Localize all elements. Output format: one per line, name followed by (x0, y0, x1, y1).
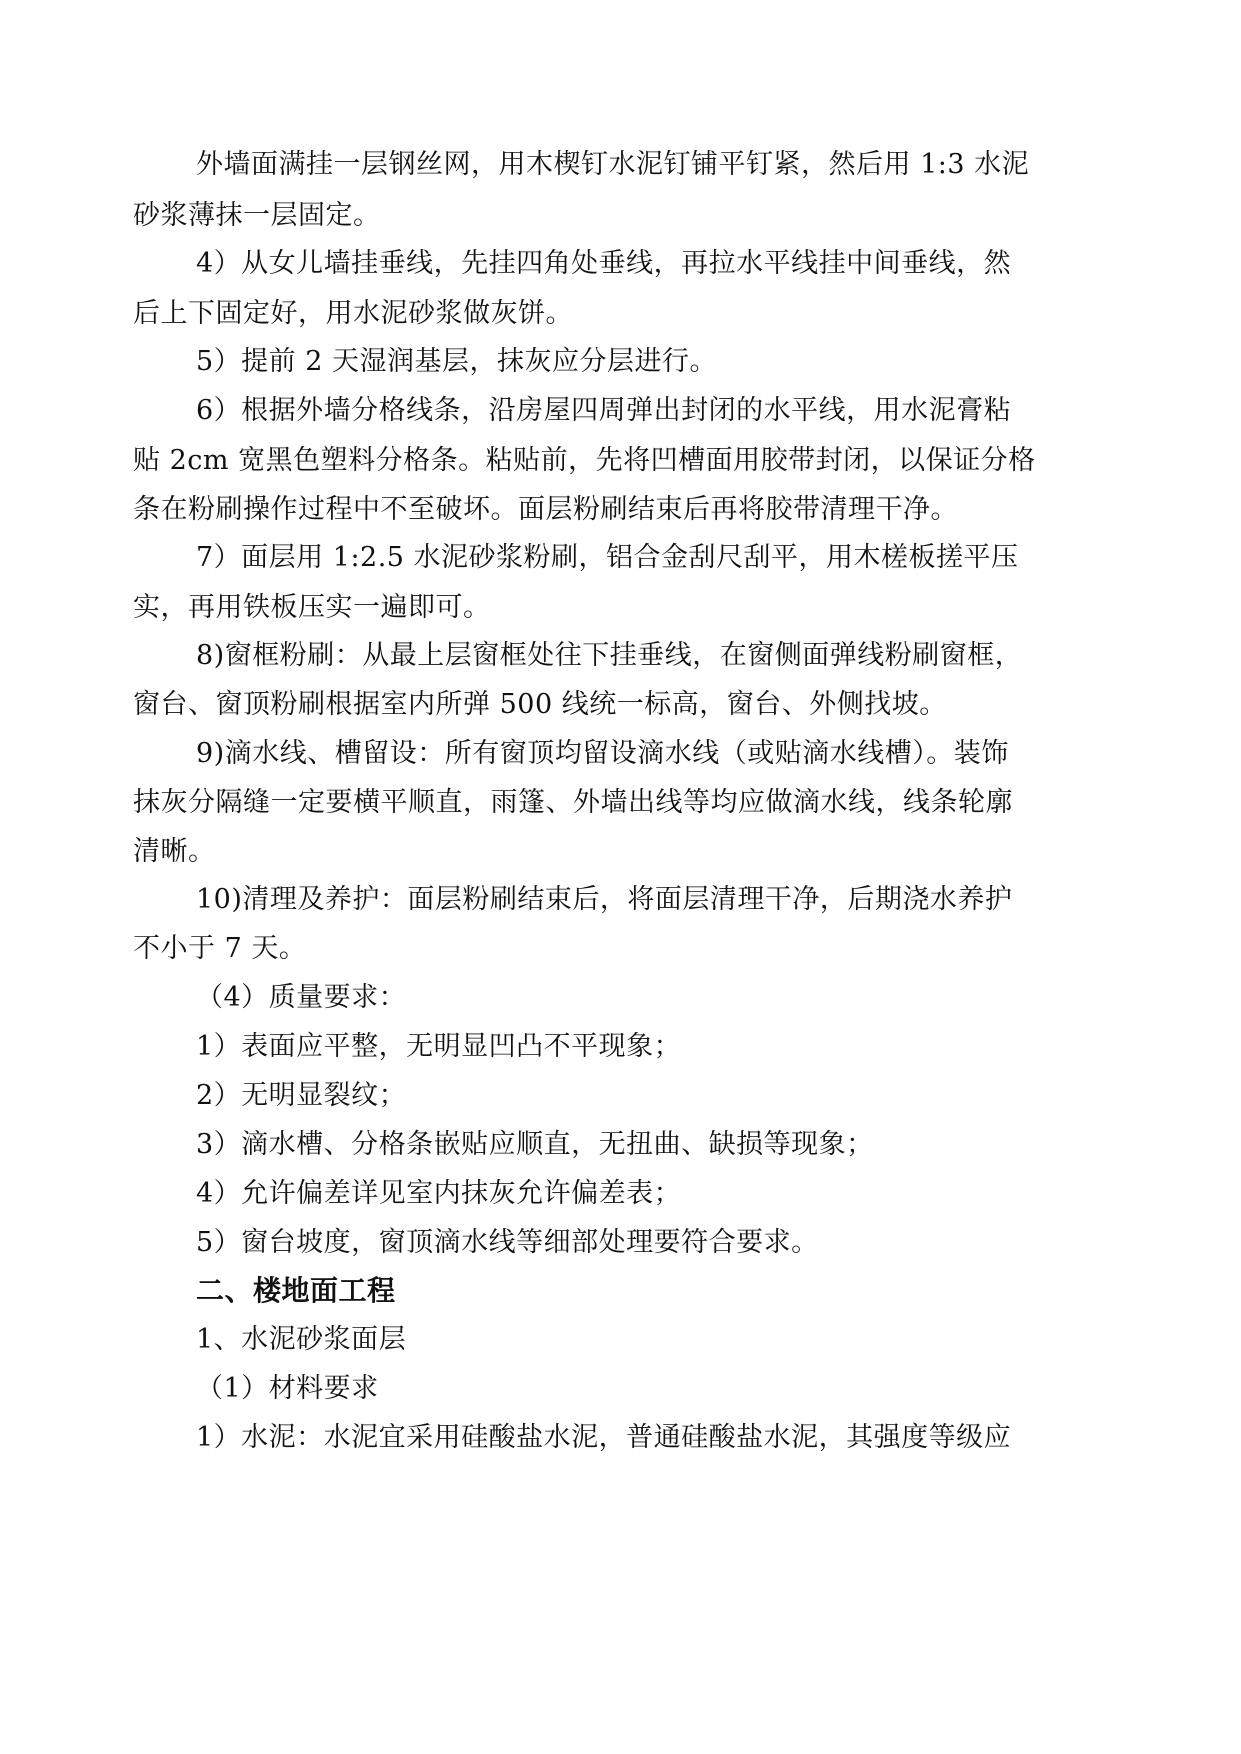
text-line: 抹灰分隔缝一定要横平顺直，雨篷、外墙出线等均应做滴水线，线条轮廓 (133, 787, 1013, 818)
text-line: 9)滴水线、槽留设：所有窗顶均留设滴水线（或贴滴水线槽）。装饰 (196, 738, 1009, 769)
text-line: 5）提前 2 天湿润基层，抹灰应分层进行。 (196, 346, 718, 377)
text-line: 5）窗台坡度，窗顶滴水线等细部处理要符合要求。 (196, 1227, 819, 1258)
text-line: 窗台、窗顶粉刷根据室内所弹 500 线统一标高，窗台、外侧找坡。 (133, 689, 947, 720)
text-line: 实，再用铁板压实一遍即可。 (133, 592, 491, 623)
text-line: 7）面层用 1:2.5 水泥砂浆粉刷，铝合金刮尺刮平，用木槎板搓平压 (196, 542, 1019, 573)
text-line: （4）质量要求： (196, 982, 407, 1013)
text-line: 外墙面满挂一层钢丝网，用木楔钉水泥钉铺平钉紧，然后用 1:3 水泥 (196, 149, 1030, 180)
section-heading: 二、楼地面工程 (196, 1274, 396, 1307)
text-line: 后上下固定好，用水泥砂浆做灰饼。 (133, 298, 573, 329)
text-line: 4）从女儿墙挂垂线，先挂四角处垂线，再拉水平线挂中间垂线，然 (196, 248, 1012, 279)
text-line: （1）材料要求 (196, 1373, 379, 1404)
text-line: 不小于 7 天。 (133, 933, 307, 964)
text-line: 清晰。 (133, 836, 216, 867)
text-line: 条在粉刷操作过程中不至破坏。面层粉刷结束后再将胶带清理干净。 (133, 494, 958, 525)
text-line: 3）滴水槽、分格条嵌贴应顺直，无扭曲、缺损等现象； (196, 1129, 874, 1160)
text-line: 4）允许偏差详见室内抹灰允许偏差表； (196, 1178, 682, 1209)
text-line: 2）无明显裂纹； (196, 1080, 407, 1111)
text-line: 1）水泥：水泥宜采用硅酸盐水泥，普通硅酸盐水泥，其强度等级应 (196, 1422, 1012, 1453)
text-line: 8)窗框粉刷：从最上层窗框处往下挂垂线，在窗侧面弹线粉刷窗框， (196, 640, 1023, 671)
text-line: 10)清理及养护：面层粉刷结束后，将面层清理干净，后期浇水养护 (196, 884, 1013, 915)
text-line: 1）表面应平整，无明显凹凸不平现象； (196, 1031, 682, 1062)
text-line: 贴 2cm 宽黑色塑料分格条。粘贴前，先将凹槽面用胶带封闭，以保证分格 (133, 445, 1036, 476)
text-line: 砂浆薄抹一层固定。 (133, 200, 381, 231)
text-line: 1、水泥砂浆面层 (196, 1324, 407, 1355)
text-line: 6）根据外墙分格线条，沿房屋四周弹出封闭的水平线，用水泥膏粘 (196, 395, 1012, 426)
